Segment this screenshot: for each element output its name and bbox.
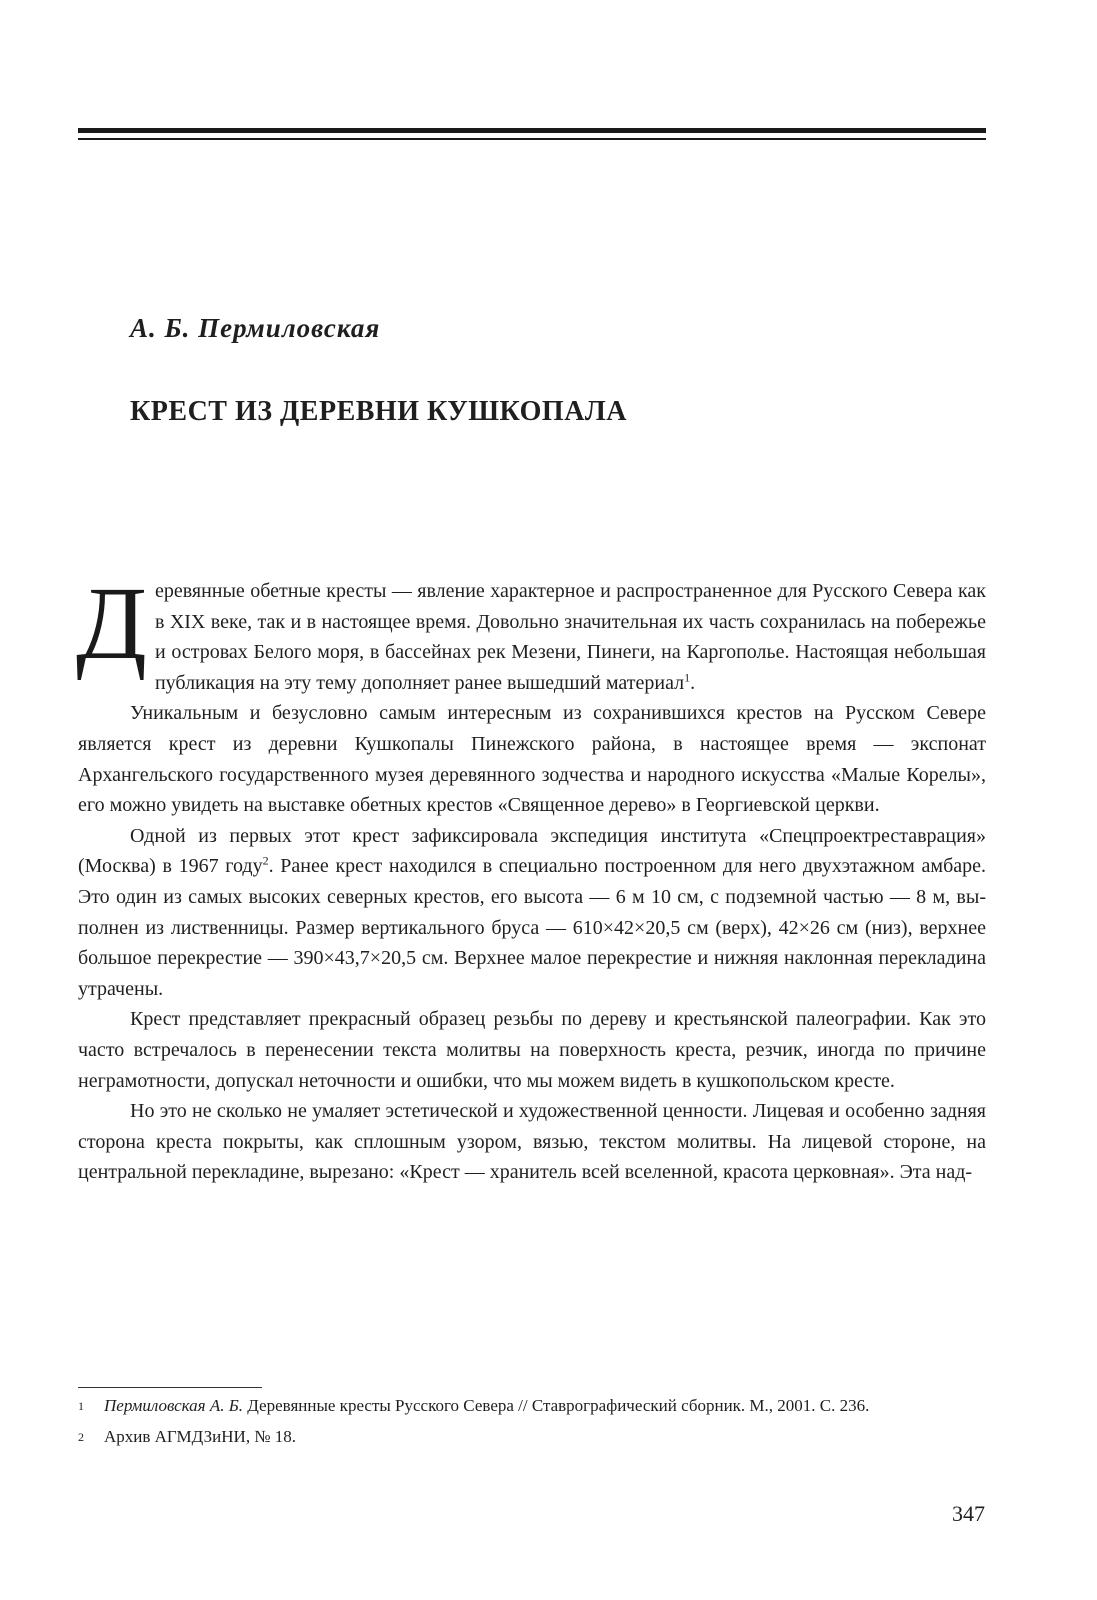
paragraph-1-text: еревянные обетные кресты — явление характерное и распространенное для Русского Севера как в XIX веке, так и в настоящее время. Довольно значительная их часть сохранилась на побережье и островах Белого моря, в бассейнах рек Мезени, Пинеги, на Каргополье. Настоящая небольшая публикация на эту тему дополняет ранее вышедший материал bbox=[154, 580, 986, 694]
paragraph-3 bbox=[78, 821, 986, 1005]
footnote-author: Пермиловская А. Б. bbox=[104, 1396, 243, 1415]
paragraph-4: Крест представляет прекрасный образец резьбы по дереву и крестьянской палеографии. Как это часто встречалось в перенесении текста молитвы на поверхность креста, резчик, иногда по причине неграмотности, допускал неточности и ошибки, что мы можем видеть в кушкопольском кресте. bbox=[78, 1008, 986, 1092]
article-title: КРЕСТ ИЗ ДЕРЕВНИ КУШКОПАЛА bbox=[130, 396, 627, 427]
footnote-mark: 1 bbox=[78, 1399, 84, 1413]
paragraph-3-text-b: . Ранее крест находился в специально построенном для него двухэтажном амбаре. Это один из самых высоких северных крестов, его высота — 6 м 10 см, с подземной частью — 8 м, выполнен из лиственницы. Размер вертикального бруса — 610×42×20,5 см (верх), 42×26 см (низ), верхнее большое перекрестие — 390×43,7×20,5 см. Верхнее малое перекрестие и нижняя наклонная перекладина утрачены. bbox=[78, 855, 986, 1000]
paragraph-5: Но это не сколько не умаляет эстетической и художественной ценности. Лицевая и особенно задняя сторона креста покрыты, как сплошным узором, вязью, текстом молитвы. На лицевой стороне, на центральной перекладине, вырезано: «Крест — хранитель всей вселенной, красота церковная». Эта над- bbox=[78, 1100, 986, 1184]
paragraph-3-text-a: Одной из первых этот крест зафиксировала экспедиция института «Спецпроектреставрация» (Москва) в 1967 году bbox=[78, 824, 986, 878]
article-body bbox=[76, 566, 986, 1188]
header-rule-thick bbox=[78, 128, 986, 133]
footnote-1 bbox=[78, 1394, 986, 1418]
page-number: 347 bbox=[952, 1501, 985, 1526]
footnote-2 bbox=[78, 1425, 986, 1449]
footnote-rule bbox=[78, 1387, 262, 1388]
footnote-mark: 2 bbox=[78, 1430, 84, 1444]
paragraph-2: Уникальным и безусловно самым интересным из сохранившихся крестов на Русском Севере является крест из деревни Кушкопалы Пинежского района, в настоящее время — экспонат Архангельского государственного музея деревянного зодчества и народного искусства «Малые Корелы», его можно увидеть на выставке обетных крестов «Священное дерево» в Георгиевской церкви. bbox=[78, 702, 986, 817]
footnotes bbox=[78, 1394, 986, 1456]
article-author: А. Б. Пермиловская bbox=[130, 313, 381, 343]
header-rule-thin bbox=[78, 138, 986, 140]
footnote-citation: Архив АГМДЗиНИ, № 18. bbox=[104, 1427, 297, 1446]
footnote-ref-2: 2 bbox=[262, 853, 269, 868]
footnote-citation: Деревянные кресты Русского Севера // Ставрографический сборник. М., 2001. С. 236. bbox=[243, 1396, 870, 1415]
footnote-text bbox=[104, 1394, 986, 1418]
footnote-ref-1: 1 bbox=[684, 670, 691, 685]
paragraph-1 bbox=[76, 566, 986, 698]
drop-cap: Д bbox=[76, 566, 147, 681]
paragraph-1-end: . bbox=[690, 671, 696, 694]
footnote-text bbox=[104, 1425, 986, 1449]
